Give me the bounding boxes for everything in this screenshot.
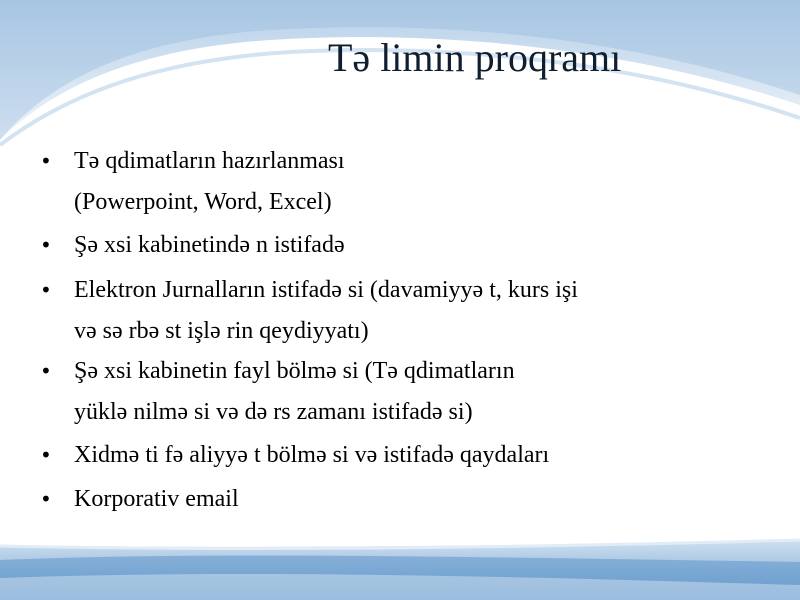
bullet-line-2: və sə rbə st işlə rin qeydiyyatı) [74, 318, 369, 344]
bullet-dot-icon: • [40, 278, 52, 302]
bullet-line-1: Şə xsi kabinetin fayl bölmə si (Tə qdimatların [74, 358, 515, 384]
bullet-line-2: (Powerpoint, Word, Excel) [74, 189, 332, 215]
bullet-item [40, 351, 760, 433]
bullet-line-1: Xidmə ti fə aliyyə t bölmə si və istifadə qaydaları [74, 442, 550, 468]
bullet-dot-icon: • [40, 359, 52, 383]
bullet-line-2: yüklə nilmə si və də rs zamanı istifadə si) [74, 399, 473, 425]
bullet-item [40, 270, 760, 352]
bullet-line-1: Şə xsi kabinetində n istifadə [74, 232, 345, 258]
bullet-item [40, 141, 760, 223]
bullet-dot-icon: • [40, 149, 52, 173]
bullet-item [40, 479, 760, 520]
bullet-dot-icon: • [40, 487, 52, 511]
bullet-line-1: Tə qdimatların hazırlanması [74, 148, 345, 174]
bullet-line-1: Korporativ email [74, 486, 239, 512]
bullet-line-1: Elektron Jurnalların istifadə si (davamiyyə t, kurs işi [74, 277, 578, 303]
bullet-dot-icon: • [40, 233, 52, 257]
bullet-dot-icon: • [40, 443, 52, 467]
bullet-item [40, 435, 760, 476]
slide-title: Tə limin proqramı [328, 35, 622, 80]
bullet-item [40, 225, 760, 266]
